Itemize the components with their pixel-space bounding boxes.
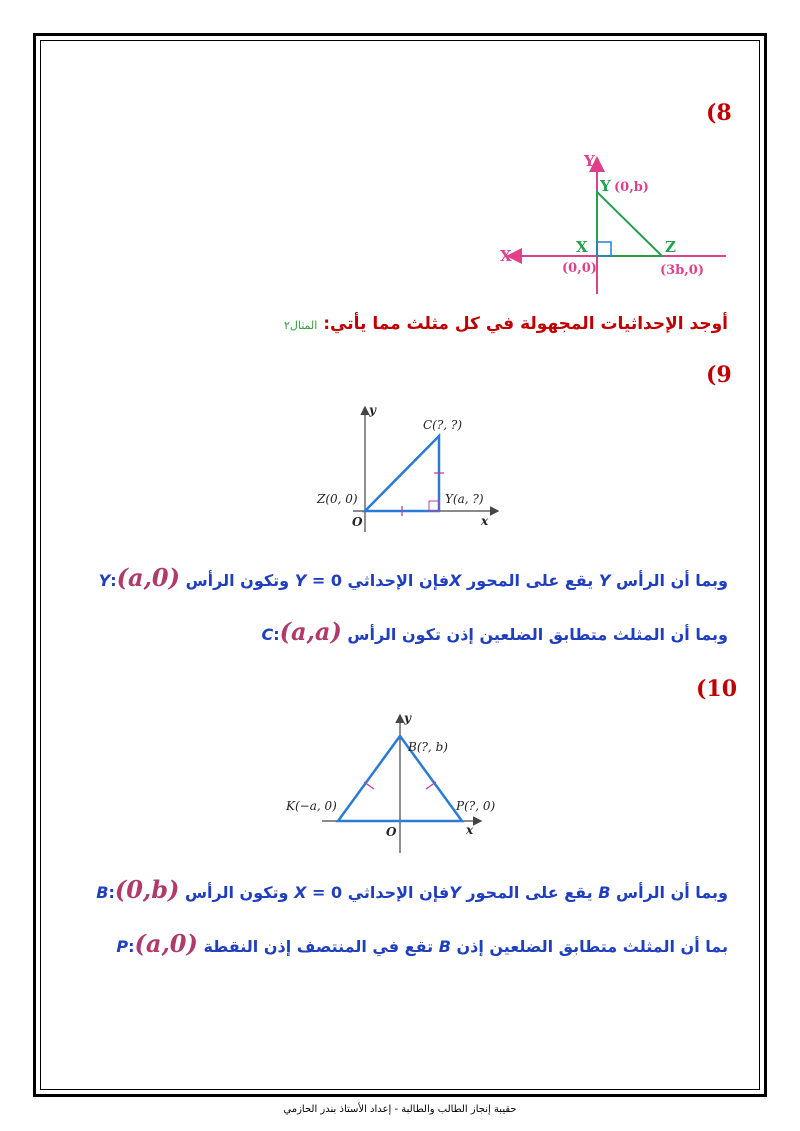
- q9-triangle: [365, 436, 439, 511]
- q9-s1-mid3: وتكون الرأس: [185, 571, 290, 590]
- q9-s1-mid1: يقع على المحور: [467, 571, 594, 590]
- q10-s1-result: [96, 875, 180, 904]
- q9-s1-equation: [295, 571, 342, 590]
- q10-tick-mark-right: [426, 782, 436, 789]
- q8-axis-x-label: X: [500, 247, 512, 265]
- q9-s1-colon: :: [110, 571, 117, 590]
- q9-statement-1: [99, 563, 728, 592]
- instruction-line: [284, 314, 728, 334]
- q10-number: (10: [696, 676, 738, 702]
- q8-vertex-z-coord: (3b,0): [660, 263, 705, 278]
- example-reference: المثال٢: [283, 319, 318, 332]
- q8-vertex-y-coord: (0,b): [614, 180, 649, 195]
- q10-s1-prefix: وبما أن الرأس: [616, 883, 728, 902]
- q9-right-angle-mark: [429, 501, 439, 511]
- q10-figure: [280, 710, 510, 855]
- q9-axis-x-label: x: [481, 514, 489, 528]
- q10-s2-result: [116, 929, 198, 958]
- q9-label-c: C(?, ?): [423, 418, 463, 432]
- q10-s1-eq: = 0: [312, 883, 343, 902]
- q10-statement-1: [96, 875, 728, 904]
- q9-s2-result: [261, 617, 342, 646]
- q8-vertex-z-name: Z: [665, 238, 676, 256]
- q10-s1-mid1: يقع على المحور: [466, 883, 593, 902]
- q8-number: (8: [706, 100, 732, 126]
- q8-vertex-x-name: X: [576, 238, 588, 256]
- q9-number: (9: [706, 362, 732, 388]
- q9-s1-eq: = 0: [311, 571, 342, 590]
- q8-triangle: [597, 192, 662, 256]
- q10-origin-label: O: [386, 825, 397, 839]
- q9-s2-colon: :: [273, 625, 280, 644]
- q10-answer-b: (0,b): [114, 875, 180, 904]
- q10-s1-var4: B: [96, 883, 109, 902]
- q9-s2-var1: C: [261, 625, 274, 644]
- q9-statement-2: [261, 617, 728, 646]
- page-footer: حقيبة إنجاز الطالب والطالبة - إعداد الأستاذ بندر الحازمي: [283, 1104, 517, 1115]
- q9-answer-c: (a,a): [279, 617, 342, 646]
- q9-s1-var4: Y: [98, 571, 111, 590]
- q10-s1-colon: :: [108, 883, 115, 902]
- q9-s2-prefix: وبما أن المثلث متطابق الضلعين إذن تكون الرأس: [347, 625, 728, 644]
- q8-figure: [490, 150, 740, 300]
- instruction-text: أوجد الإحداثيات المجهولة في كل مثلث مما يأتي:: [323, 314, 728, 334]
- q10-s1-mid3: وتكون الرأس: [184, 883, 289, 902]
- q10-s2-var2: P: [116, 937, 129, 956]
- q10-axis-y-label: y: [404, 711, 411, 725]
- q9-answer-y: (a,0): [116, 563, 180, 592]
- q10-s1-mid2: فإن الإحداثي: [347, 883, 450, 902]
- q8-vertex-x-coord: (0,0): [562, 261, 597, 276]
- q8-axis-y-label: Y: [584, 152, 595, 170]
- q10-s2-colon: :: [128, 937, 135, 956]
- q10-label-k: K(−a, 0): [286, 799, 337, 813]
- q10-s1-var1: B: [598, 883, 611, 902]
- q10-s2-var1: B: [438, 937, 451, 956]
- q10-s2-mid1: تقع في المنتصف إذن النقطة: [203, 937, 434, 956]
- q9-s1-var2: X: [449, 571, 462, 590]
- q9-s1-result: [98, 563, 180, 592]
- q10-axis-x-label: x: [466, 823, 474, 837]
- q9-axis-y-label: y: [369, 403, 376, 417]
- q10-tick-mark-left: [364, 782, 374, 789]
- q9-label-z: Z(0, 0): [317, 492, 358, 506]
- q9-s1-var3: Y: [294, 571, 307, 590]
- q8-right-angle-mark: [597, 242, 611, 256]
- q9-figure: [305, 402, 505, 534]
- q9-label-y: Y(a, ?): [445, 492, 484, 506]
- q10-label-b: B(?, b): [408, 740, 448, 754]
- q9-s1-var1: Y: [598, 571, 611, 590]
- q8-vertex-y-name: Y: [600, 177, 611, 195]
- q10-s1-var3: X: [294, 883, 307, 902]
- q10-s1-var2: Y: [449, 883, 461, 902]
- q10-statement-2: [116, 929, 728, 958]
- q10-label-p: P(?, 0): [456, 799, 496, 813]
- q9-origin-label: O: [352, 515, 363, 529]
- q9-s1-prefix: وبما أن الرأس: [616, 571, 728, 590]
- q10-s1-equation: [294, 883, 342, 902]
- q10-answer-p: (a,0): [134, 929, 198, 958]
- q10-s2-prefix: بما أن المثلث متطابق الضلعين إذن: [456, 937, 728, 956]
- q9-s1-mid2: فإن الإحداثي: [347, 571, 450, 590]
